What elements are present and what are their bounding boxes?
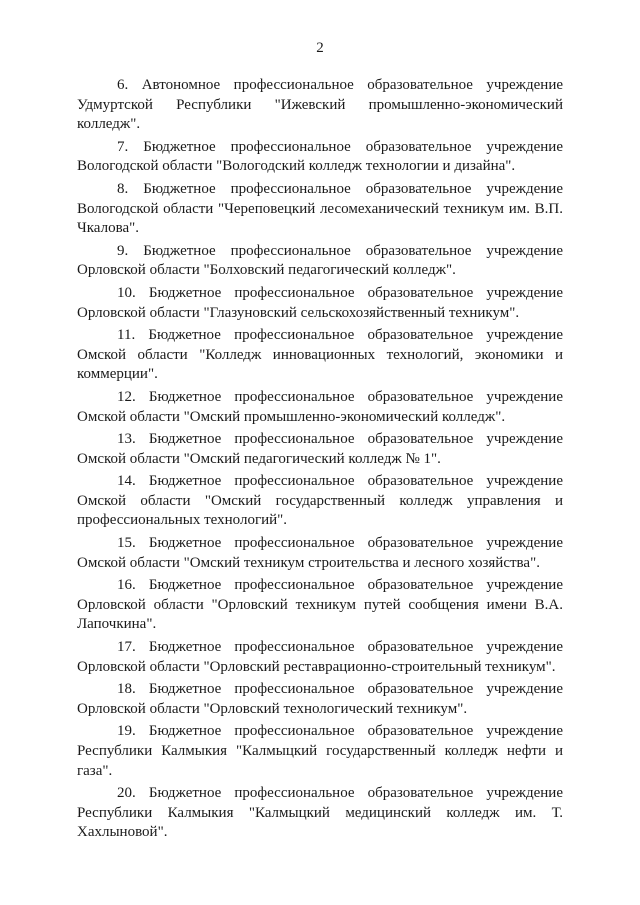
list-item-7: 7. Бюджетное профессиональное образовательное учреждение Вологодской области "Вологодский колледж технологии и дизайна".	[77, 138, 563, 175]
list-item-11: 11. Бюджетное профессиональное образовательное учреждение Омской области "Колледж инновационных технологий, экономики и коммерции".	[77, 327, 563, 383]
list-item-12: 12. Бюджетное профессиональное образовательное учреждение Омской области "Омский промышленно-экономический колледж".	[77, 388, 563, 425]
list-item-10: 10. Бюджетное профессиональное образовательное учреждение Орловской области "Глазуновский сельскохозяйственный техникум".	[77, 284, 563, 321]
list-item-20: 20. Бюджетное профессиональное образовательное учреждение Республики Калмыкия "Калмыцкий медицинский колледж им. Т. Хахлыновой".	[77, 785, 563, 841]
list-item-15: 15. Бюджетное профессиональное образовательное учреждение Омской области "Омский техникум строительства и лесного хозяйства".	[77, 535, 563, 571]
list-item-17: 17. Бюджетное профессиональное образовательное учреждение Орловской области "Орловский реставрационно-строительный техникум".	[77, 639, 563, 675]
list-item-13: 13. Бюджетное профессиональное образовательное учреждение Омской области "Омский педагогический колледж № 1".	[77, 431, 563, 467]
list-item-9: 9. Бюджетное профессиональное образовательное учреждение Орловской области "Болховский педагогический колледж".	[77, 242, 563, 279]
page-number: 2	[316, 40, 324, 56]
list-item-19: 19. Бюджетное профессиональное образовательное учреждение Республики Калмыкия "Калмыцкий государственный колледж нефти и газа".	[77, 723, 563, 779]
list-item-14: 14. Бюджетное профессиональное образовательное учреждение Омской области "Омский государственный колледж управления и профессиональных технологий".	[77, 473, 563, 529]
list-item-16: 16. Бюджетное профессиональное образовательное учреждение Орловской области "Орловский техникум путей сообщения имени В.А. Лапочкина".	[77, 577, 563, 633]
document-body	[77, 76, 563, 846]
list-item-18: 18. Бюджетное профессиональное образовательное учреждение Орловской области "Орловский технологический техникум".	[77, 681, 563, 717]
list-item-8: 8. Бюджетное профессиональное образовательное учреждение Вологодской области "Череповецкий лесомеханический техникум им. В.П. Чкалова".	[77, 180, 563, 237]
list-item-6: 6. Автономное профессиональное образовательное учреждение Удмуртской Республики "Ижевский промышленно-экономический колледж".	[77, 77, 563, 133]
